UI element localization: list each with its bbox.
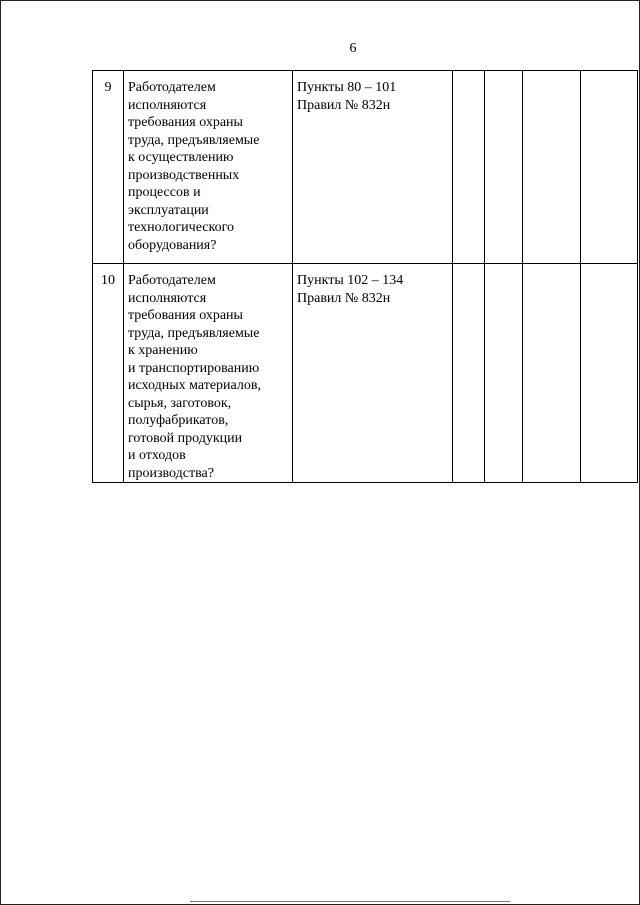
answer-cell-no[interactable]: [485, 264, 523, 483]
question-line: полуфабрикатов,: [128, 413, 229, 428]
row-number: 9: [93, 71, 124, 264]
question-line: технологического: [128, 220, 234, 235]
checklist-table: [92, 70, 638, 483]
answer-cell-not-applicable[interactable]: [523, 264, 581, 483]
question-line: Работодателем: [128, 273, 216, 288]
question-line: к хранению: [128, 343, 198, 358]
question-line: исполняются: [128, 290, 207, 306]
question-line: эксплуатации: [128, 202, 209, 218]
scan-edge-line: [190, 901, 510, 902]
answer-cell-notes[interactable]: [581, 264, 638, 483]
answer-cell-yes[interactable]: [453, 264, 485, 483]
question-line: требования охраны: [128, 308, 243, 323]
question-cell: [124, 264, 293, 483]
question-line: оборудования?: [128, 237, 217, 253]
reference-line: Правил № 832н: [297, 290, 391, 306]
question-line: сырья, заготовок,: [128, 395, 232, 411]
row-number: 10: [93, 264, 124, 483]
question-line: и транспортированию: [128, 360, 260, 376]
question-line: исполняются: [128, 97, 207, 113]
question-line: производственных: [128, 167, 240, 183]
question-line: производства?: [128, 465, 214, 481]
question-line: и отходов: [128, 448, 186, 463]
reference-line: Пункты 80 – 101: [297, 80, 397, 95]
answer-cell-no[interactable]: [485, 71, 523, 264]
question-line: процессов и: [128, 185, 201, 200]
reference-cell: [293, 264, 453, 483]
question-line: готовой продукции: [128, 430, 243, 446]
answer-cell-not-applicable[interactable]: [523, 71, 581, 264]
question-line: требования охраны: [128, 115, 243, 130]
question-line: труда, предъявляемые: [128, 132, 260, 148]
table-row: [93, 264, 638, 483]
question-line: исходных материалов,: [128, 378, 261, 393]
question-cell: [124, 71, 293, 264]
reference-cell: [293, 71, 453, 264]
question-line: к осуществлению: [128, 150, 234, 165]
answer-cell-yes[interactable]: [453, 71, 485, 264]
table-row: [93, 71, 638, 264]
question-line: Работодателем: [128, 80, 216, 95]
page-number: 6: [349, 41, 357, 56]
reference-line: Пункты 102 – 134: [297, 273, 404, 288]
question-line: труда, предъявляемые: [128, 325, 260, 341]
answer-cell-notes[interactable]: [581, 71, 638, 264]
reference-line: Правил № 832н: [297, 97, 391, 113]
